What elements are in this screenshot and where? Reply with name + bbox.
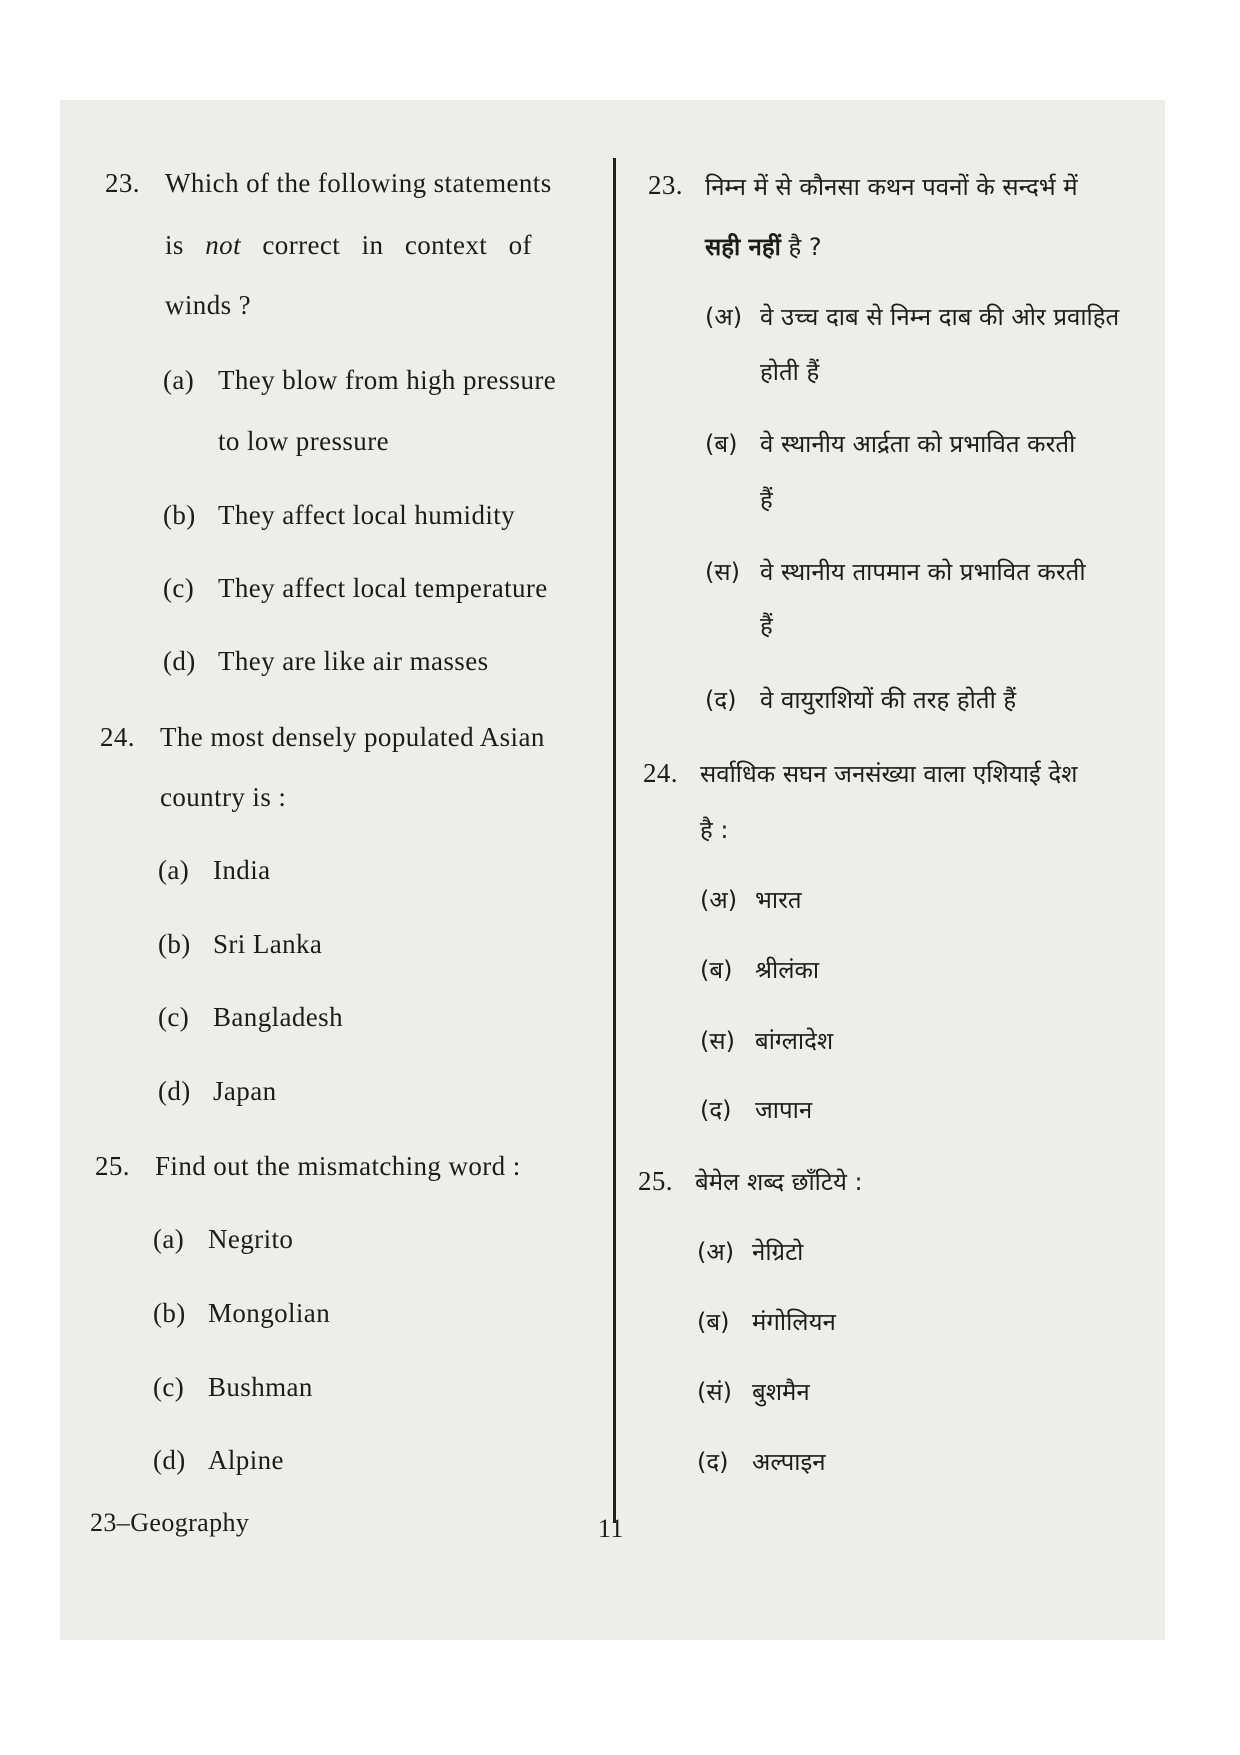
option-text: भारत — [755, 886, 802, 914]
option-text: बांग्लादेश — [755, 1027, 834, 1055]
emphasis-word: सही नहीं — [705, 233, 781, 261]
option-text: वे उच्च दाब से निम्न दाब की ओर प्रवाहित — [760, 303, 1120, 331]
option-text: मंगोलियन — [752, 1308, 836, 1336]
option-text: They affect local temperature — [218, 573, 548, 603]
option-text: जापान — [755, 1096, 813, 1124]
question-text-part: है ? — [788, 233, 822, 261]
question-number: 23. — [648, 170, 683, 200]
option-label: (द) — [705, 686, 737, 714]
option-text: They blow from high pressure — [218, 365, 557, 395]
option-label: (सं) — [697, 1378, 732, 1406]
option-label: (d) — [163, 646, 196, 676]
option-text: Mongolian — [208, 1298, 331, 1328]
option-text: to low pressure — [218, 426, 389, 456]
option-label: (d) — [158, 1076, 191, 1106]
question-text: है : — [700, 816, 729, 844]
option-label: (अ) — [697, 1238, 735, 1266]
option-text: श्रीलंका — [755, 956, 820, 984]
question-text-part: correct in context of — [262, 230, 532, 260]
option-text: Sri Lanka — [213, 929, 323, 959]
option-label: (द) — [700, 1096, 732, 1124]
option-text: वे स्थानीय तापमान को प्रभावित करती — [760, 558, 1086, 586]
option-text: हैं — [760, 486, 773, 514]
option-label: (a) — [158, 855, 190, 885]
option-text: India — [213, 855, 271, 885]
option-text: अल्पाइन — [752, 1448, 826, 1476]
question-text: निम्न में से कौनसा कथन पवनों के सन्दर्भ में — [705, 173, 1078, 201]
paper-code: 23–Geography — [90, 1508, 250, 1537]
question-text-part: is — [165, 230, 184, 260]
option-text: They affect local humidity — [218, 500, 516, 530]
question-text: Find out the mismatching word : — [155, 1151, 521, 1181]
question-number: 23. — [105, 168, 140, 198]
option-text: They are like air masses — [218, 646, 489, 676]
question-text: country is : — [160, 782, 287, 812]
option-label: (a) — [153, 1224, 185, 1254]
option-label: (ब) — [705, 430, 738, 458]
option-label: (ब) — [697, 1308, 730, 1336]
option-label: (द) — [697, 1448, 729, 1476]
option-text: हैं — [760, 612, 773, 640]
option-text: Bushman — [208, 1372, 313, 1402]
option-label: (अ) — [700, 886, 738, 914]
question-number: 25. — [95, 1151, 130, 1181]
option-text: Bangladesh — [213, 1002, 343, 1032]
option-label: (c) — [158, 1002, 190, 1032]
emphasis-word: not — [205, 230, 241, 260]
option-text: Negrito — [208, 1224, 294, 1254]
question-text: The most densely populated Asian — [160, 722, 545, 752]
option-label: (b) — [158, 929, 191, 959]
option-text: Alpine — [208, 1445, 284, 1475]
option-label: (c) — [153, 1372, 185, 1402]
option-text: होती हैं — [760, 358, 820, 386]
option-text: Japan — [213, 1076, 277, 1106]
question-number: 24. — [100, 722, 135, 752]
option-label: (स) — [700, 1027, 735, 1055]
option-text: वे स्थानीय आर्द्रता को प्रभावित करती — [760, 430, 1076, 458]
option-label: (ब) — [700, 956, 733, 984]
question-number: 25. — [638, 1166, 673, 1196]
page-number: 11 — [598, 1514, 624, 1543]
question-text: winds ? — [165, 290, 252, 320]
question-text — [705, 235, 822, 259]
question-text: बेमेल शब्द छाँटिये : — [695, 1168, 863, 1196]
option-text: वे वायुराशियों की तरह होती हैं — [760, 686, 1017, 714]
option-label: (b) — [153, 1298, 186, 1328]
question-number: 24. — [643, 758, 678, 788]
question-text: Which of the following statements — [165, 168, 552, 198]
option-label: (a) — [163, 365, 195, 395]
question-text: सर्वाधिक सघन जनसंख्या वाला एशियाई देश — [700, 760, 1078, 788]
option-label: (d) — [153, 1445, 186, 1475]
option-text: बुशमैन — [752, 1378, 810, 1406]
option-label: (स) — [705, 558, 740, 586]
option-text: नेग्रिटो — [752, 1238, 804, 1266]
option-label: (c) — [163, 573, 195, 603]
option-label: (b) — [163, 500, 196, 530]
option-label: (अ) — [705, 303, 743, 331]
